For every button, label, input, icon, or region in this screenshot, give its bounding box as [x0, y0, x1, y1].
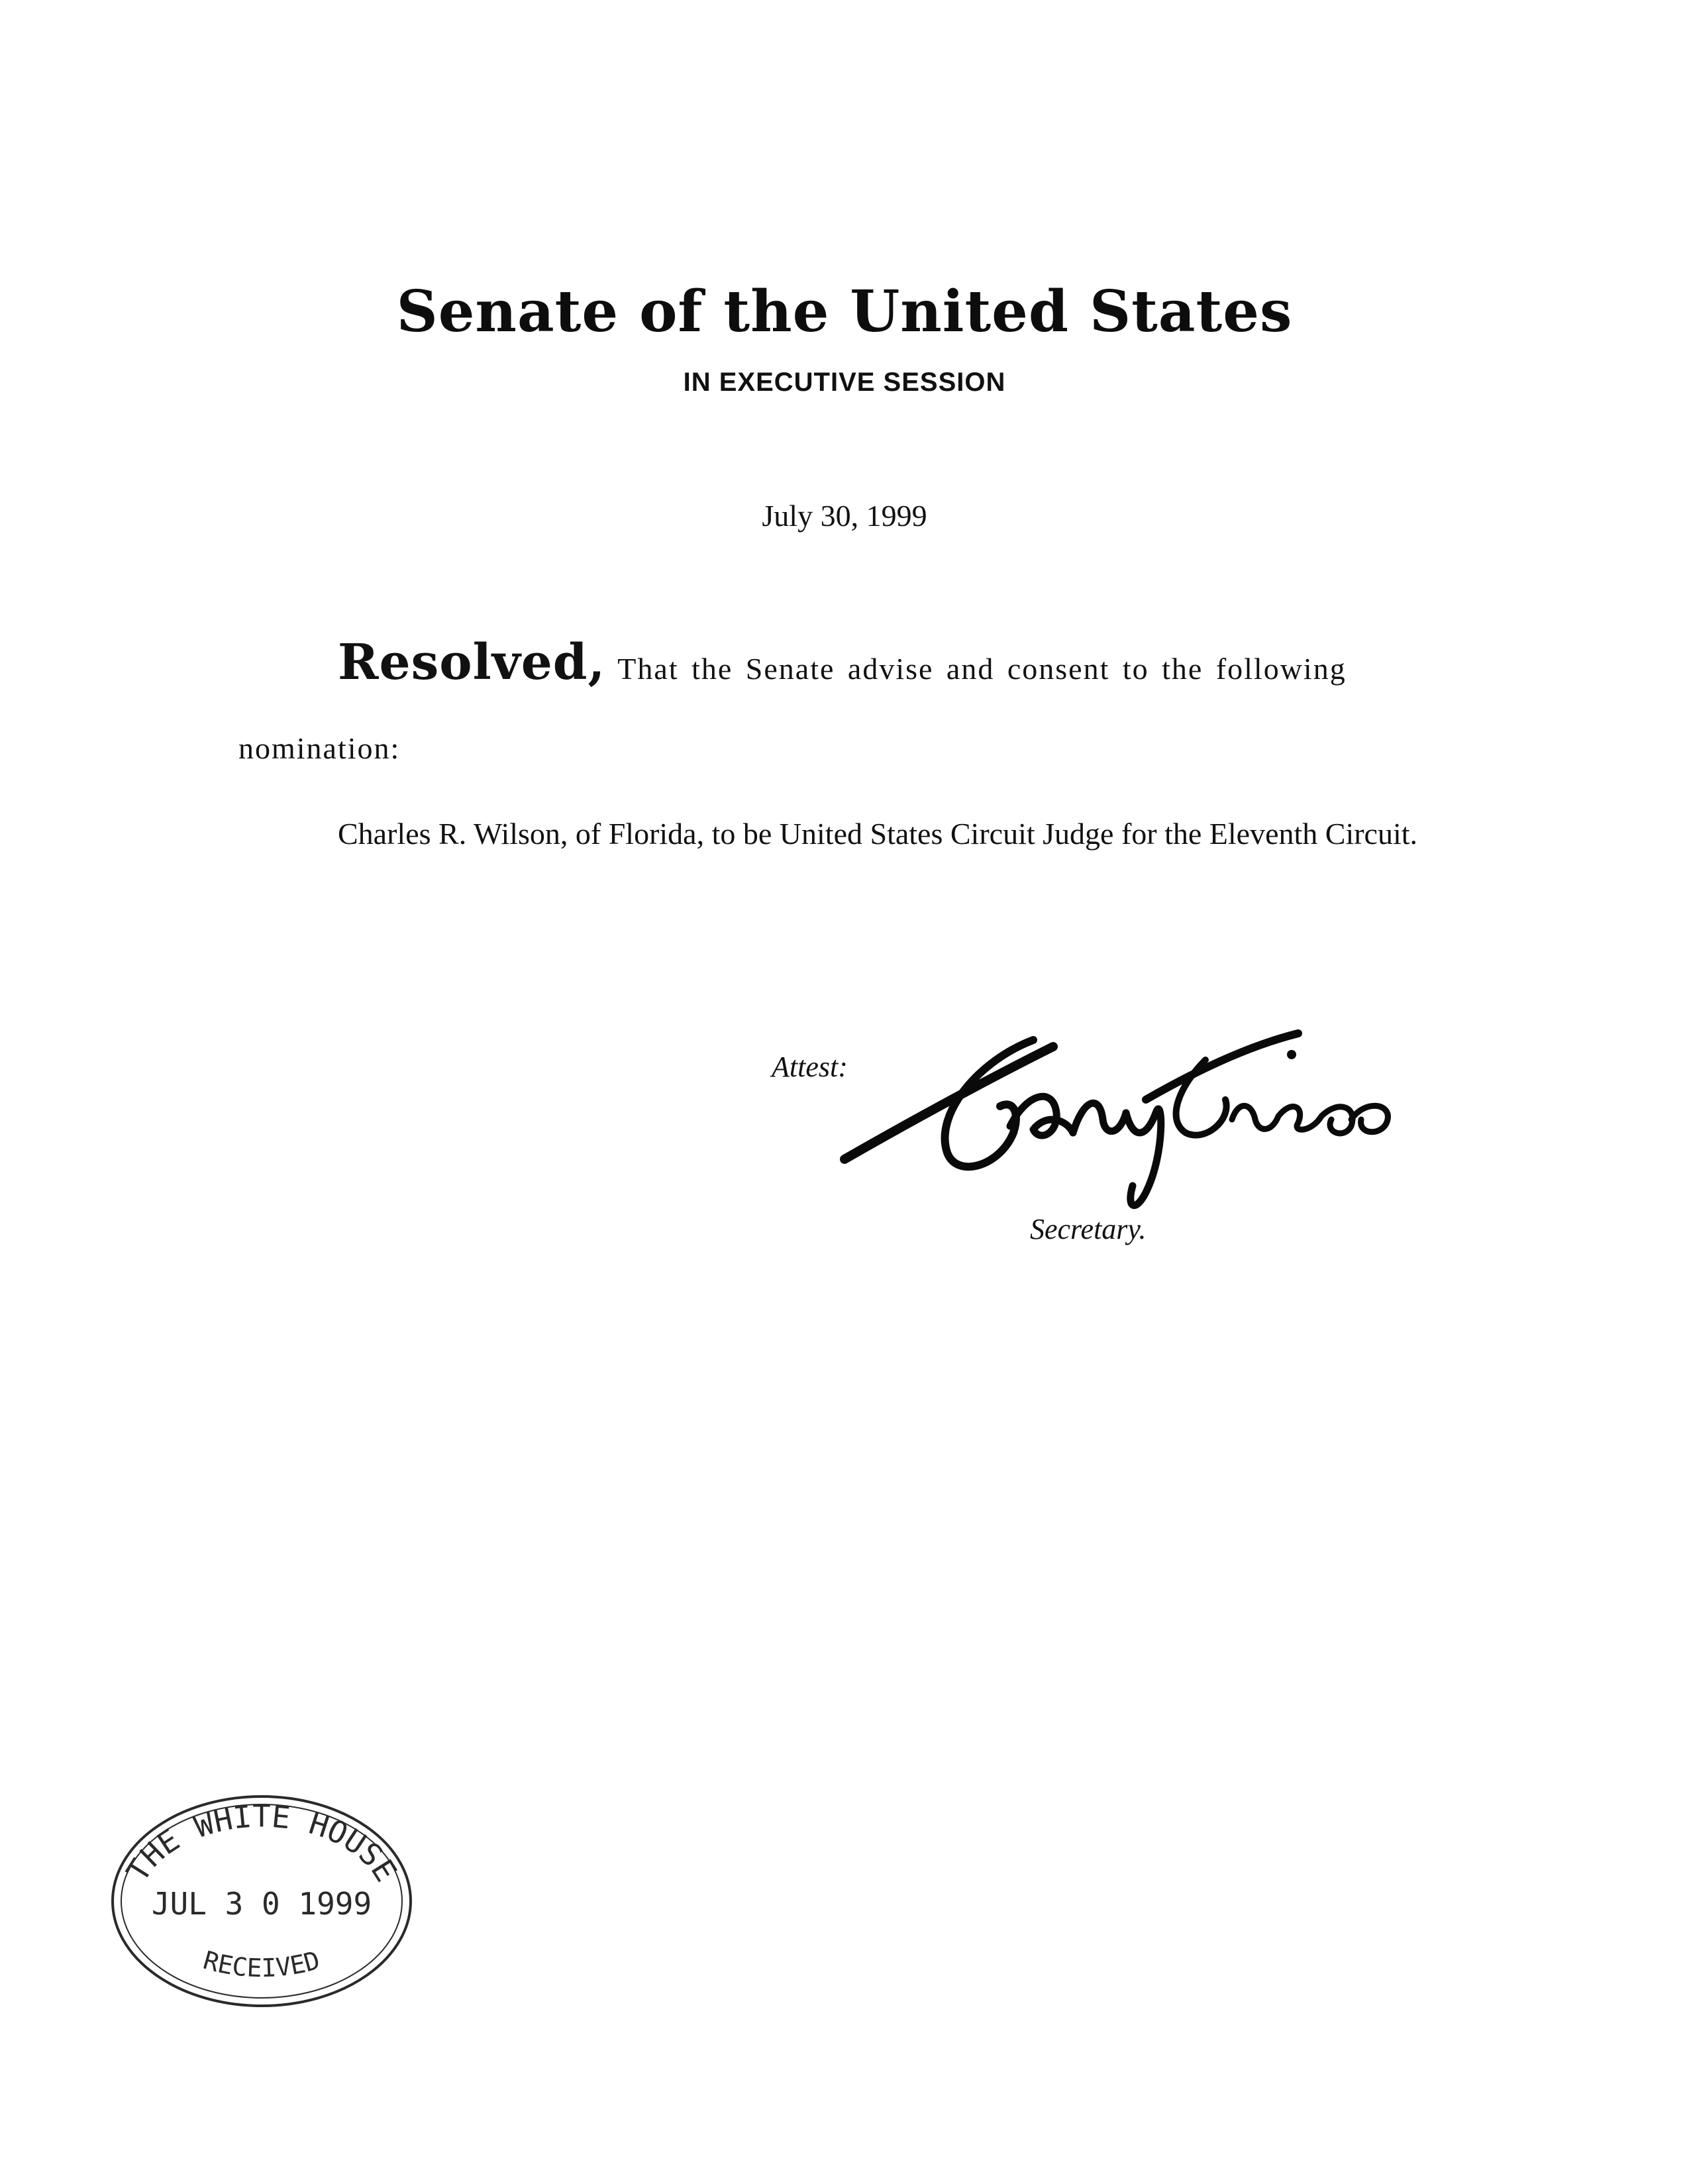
- nomination-paragraph: [238, 795, 1424, 873]
- resolution-paragraph: [238, 623, 1424, 788]
- stamp-bottom-text: RECEIVED: [200, 1945, 323, 1983]
- document-title: Senate of the United States: [396, 278, 1293, 345]
- secretary-title: Secretary.: [1030, 1213, 1147, 1245]
- resolved-keyword: Resolved,: [338, 634, 606, 691]
- document-date: July 30, 1999: [762, 499, 927, 533]
- document-subtitle: IN EXECUTIVE SESSION: [683, 368, 1006, 397]
- secretary-signature: [835, 1020, 1404, 1219]
- svg-text:RECEIVED: [200, 1946, 323, 1983]
- resolution-text: That the Senate advise and consent to the following nomination:: [238, 652, 1347, 765]
- stamp-top-text: THE WHITE HOUSE: [119, 1798, 404, 1888]
- stamp-date-text: JUL 3 0 1999: [151, 1886, 372, 1922]
- svg-text:THE WHITE HOUSE: [119, 1798, 404, 1888]
- attest-label: Attest:: [772, 1051, 848, 1083]
- nomination-text: Charles R. Wilson, of Florida, to be United States Circuit Judge for the Eleventh Circuit.: [338, 817, 1418, 851]
- white-house-received-stamp: [106, 1789, 417, 2014]
